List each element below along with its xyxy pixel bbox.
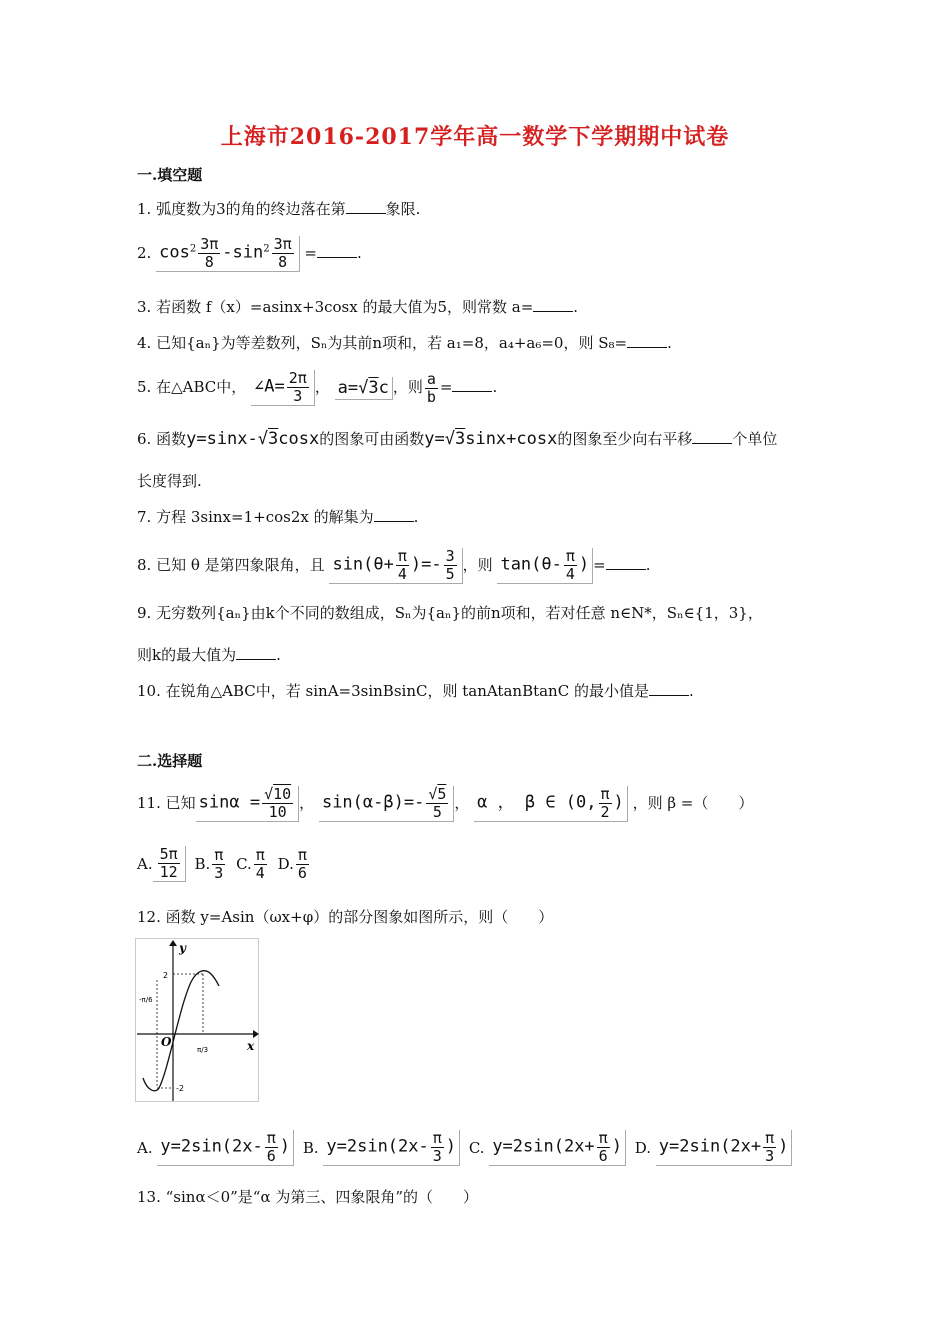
answer-blank bbox=[236, 645, 276, 660]
option-d[interactable]: D. $\frac{\pi}{6}$ bbox=[277, 845, 307, 882]
formula-tan-theta: tan(θ- $\frac{\pi}{4}$ ) bbox=[497, 548, 593, 584]
option-c[interactable]: C. $\frac{\pi}{4}$ bbox=[236, 845, 265, 882]
question-6: 6. 函数y=sinx-√ 3cosx的图象可由函数y=√ 3sinx+cosx的图象至少向右平移 个单位 bbox=[137, 428, 777, 450]
answer-blank bbox=[606, 555, 646, 570]
answer-blank bbox=[692, 429, 732, 444]
option-a[interactable]: A. $\frac{5\pi}{12}$ bbox=[137, 846, 186, 882]
question-10: 10. 在锐角△ABC中，若 sinA=3sinBsinC，则 tanAtanBtanC 的最小值是 . bbox=[137, 682, 694, 700]
question-8: 8. 已知 θ 是第四象限角，且 sin(θ+ $\frac{\pi}{4}$ )=- $\frac{3}{5}$ ，则 tan(θ- $\frac{\pi}{4}$ ) = . bbox=[137, 547, 651, 583]
question-4: 4. 已知{aₙ}为等差数列，Sₙ为其前n项和，若 a₁=8，a₄+a₆=0，则 S₈= . bbox=[137, 334, 672, 352]
sine-graph-figure bbox=[135, 938, 260, 1103]
question-11-options bbox=[137, 846, 315, 882]
answer-blank bbox=[346, 199, 386, 214]
question-11: 11. 已知 sinα = √ $\frac{10}{10}$ ， sin(α-β)=- √ $\frac{5}{5}$ ， α ， β ∈ (0, $\frac{\pi}{2}$ ) ，则 β =（ ） bbox=[137, 786, 753, 822]
formula-side-a: a=√ 3c bbox=[335, 377, 393, 400]
sine-curve bbox=[143, 971, 219, 1091]
option-d[interactable]: D. y=2sin(2x+ $\frac{\pi}{3}$ ) bbox=[635, 1130, 793, 1166]
option-b[interactable]: B. y=2sin(2x- $\frac{\pi}{3}$ ) bbox=[303, 1130, 460, 1166]
formula-range: α ， β ∈ (0, $\frac{\pi}{2}$ ) bbox=[474, 786, 628, 822]
question-12-options bbox=[137, 1130, 796, 1166]
question-9: 9. 无穷数列{aₙ}由k个不同的数组成，Sₙ为{aₙ}的前n项和，若对任意 n∈N*，Sₙ∈{1，3}， bbox=[137, 604, 763, 622]
answer-blank bbox=[374, 507, 414, 522]
formula-sin-alpha: sinα = √ $\frac{10}{10}$ bbox=[196, 786, 300, 822]
question-12: 12. 函数 y=Asin（ωx+φ）的部分图象如图所示，则（ ） bbox=[137, 908, 554, 926]
formula-sin-theta: sin(θ+ $\frac{\pi}{4}$ )=- $\frac{3}{5}$ bbox=[329, 548, 462, 584]
tick-top: 2 bbox=[163, 971, 169, 980]
question-1: 1. 弧度数为3的角的终边落在第 象限. bbox=[137, 200, 421, 218]
section-fill-in: 一.填空题 bbox=[137, 166, 203, 184]
answer-blank bbox=[533, 297, 573, 312]
answer-blank bbox=[627, 333, 667, 348]
option-a[interactable]: A. y=2sin(2x- $\frac{\pi}{6}$ ) bbox=[137, 1130, 294, 1166]
answer-blank bbox=[452, 377, 492, 392]
formula-angle-a: ∠A= $\frac{2\pi}{3}$ bbox=[251, 370, 315, 406]
question-3: 3. 若函数 f（x）=asinx+3cosx 的最大值为5，则常数 a= . bbox=[137, 298, 579, 316]
answer-blank bbox=[317, 243, 357, 258]
answer-blank bbox=[649, 681, 689, 696]
question-7: 7. 方程 3sinx=1+cos2x 的解集为 . bbox=[137, 508, 419, 526]
formula-q2: $\cos^2$ $\frac{3\pi}{8}$ $-\sin^2$ $\frac{3\pi}{8}$ bbox=[156, 236, 300, 272]
question-5: 5. 在△ABC中， ∠A= $\frac{2\pi}{3}$ ， a=√ 3c ，则 $\frac{a}{b}$ = . bbox=[137, 370, 497, 406]
formula-sin-alpha-beta: sin(α-β)=- √ $\frac{5}{5}$ bbox=[319, 786, 454, 822]
option-b[interactable]: B. $\frac{\pi}{3}$ bbox=[194, 845, 224, 882]
tick-pos: π/3 bbox=[197, 1046, 209, 1054]
x-label: x bbox=[247, 1039, 255, 1053]
question-9-line2: 则k的最大值为 . bbox=[137, 646, 281, 664]
question-13: 13. “sinα＜0”是“α 为第三、四象限角”的（ ） bbox=[137, 1188, 479, 1206]
section-multiple-choice: 二.选择题 bbox=[137, 752, 203, 770]
tick-bottom: -2 bbox=[176, 1084, 184, 1093]
option-c[interactable]: C. y=2sin(2x+ $\frac{\pi}{6}$ ) bbox=[469, 1130, 626, 1166]
tick-neg: -π/6 bbox=[139, 996, 153, 1004]
origin-label: O bbox=[161, 1035, 172, 1049]
question-2: 2. $\cos^2$ $\frac{3\pi}{8}$ $-\sin^2$ $\frac{3\pi}{8}$ = . bbox=[137, 235, 362, 271]
question-6-line2: 长度得到. bbox=[137, 472, 202, 490]
page-title: 上海市2016-2017学年高一数学下学期期中试卷 bbox=[220, 124, 730, 150]
y-label: y bbox=[179, 941, 186, 955]
